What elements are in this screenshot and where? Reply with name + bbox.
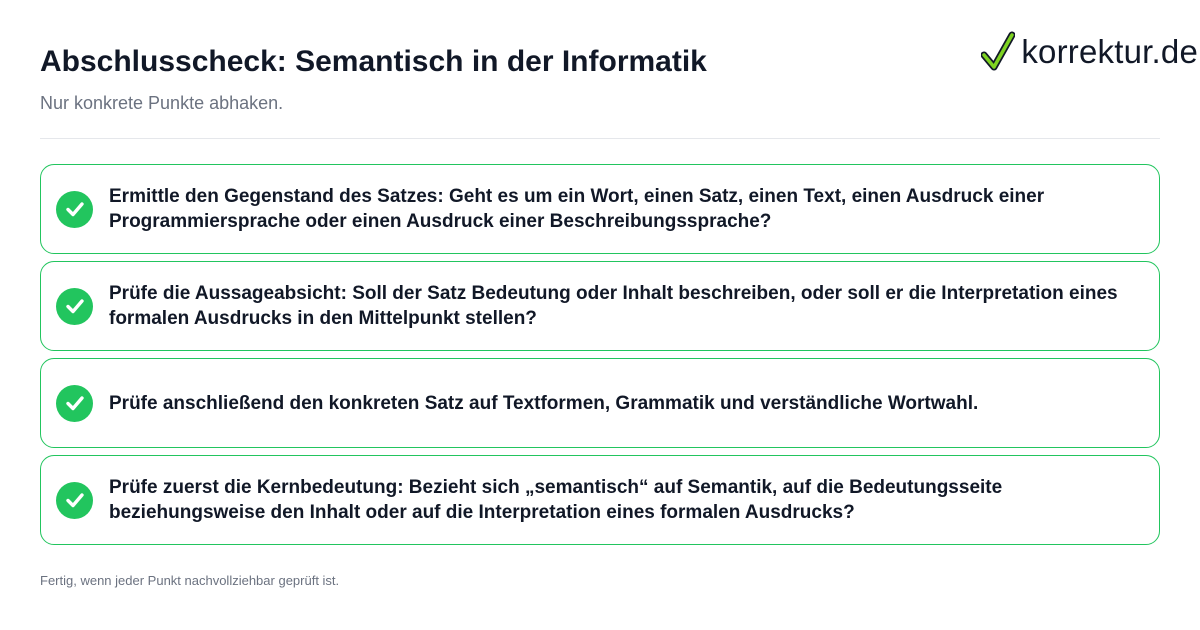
- checklist: [40, 164, 1160, 552]
- checklist-item-text: Ermittle den Gegenstand des Satzes: Geht es um ein Wort, einen Satz, einen Text, einen Ausdruck einer Programmiersprache oder einen Ausdruck einer Beschreibungssprache?: [109, 186, 1045, 232]
- check-circle-icon: [56, 482, 93, 519]
- footer-note: Fertig, wenn jeder Punkt nachvollziehbar geprüft ist.: [40, 573, 340, 588]
- check-circle-icon: [56, 385, 93, 422]
- checklist-item: [40, 455, 1160, 545]
- logo-text: korrektur.de: [1021, 33, 1198, 70]
- checkmark-icon: [981, 31, 1015, 73]
- checklist-item-text: Prüfe die Aussageabsicht: Soll der Satz Bedeutung oder Inhalt beschreiben, oder soll er die Interpretation eines formalen Ausdrucks in den Mittelpunkt stellen?: [109, 283, 1118, 329]
- checklist-item-text: Prüfe zuerst die Kernbedeutung: Bezieht sich „semantisch“ auf Semantik, auf die Bedeutungsseite beziehungsweise den Inhalt oder auf die Interpretation eines formalen Ausdrucks?: [109, 477, 1003, 523]
- brand-logo[interactable]: [981, 30, 1198, 74]
- page-title: Abschlusscheck: Semantisch in der Informatik: [40, 45, 707, 78]
- checklist-item: [40, 261, 1160, 351]
- check-circle-icon: [56, 288, 93, 325]
- checklist-item: [40, 164, 1160, 254]
- checklist-item: [40, 358, 1160, 448]
- check-circle-icon: [56, 191, 93, 228]
- page-subtitle: Nur konkrete Punkte abhaken.: [40, 93, 284, 113]
- checklist-item-text: Prüfe anschließend den konkreten Satz auf Textformen, Grammatik und verständliche Wortwahl.: [109, 392, 979, 414]
